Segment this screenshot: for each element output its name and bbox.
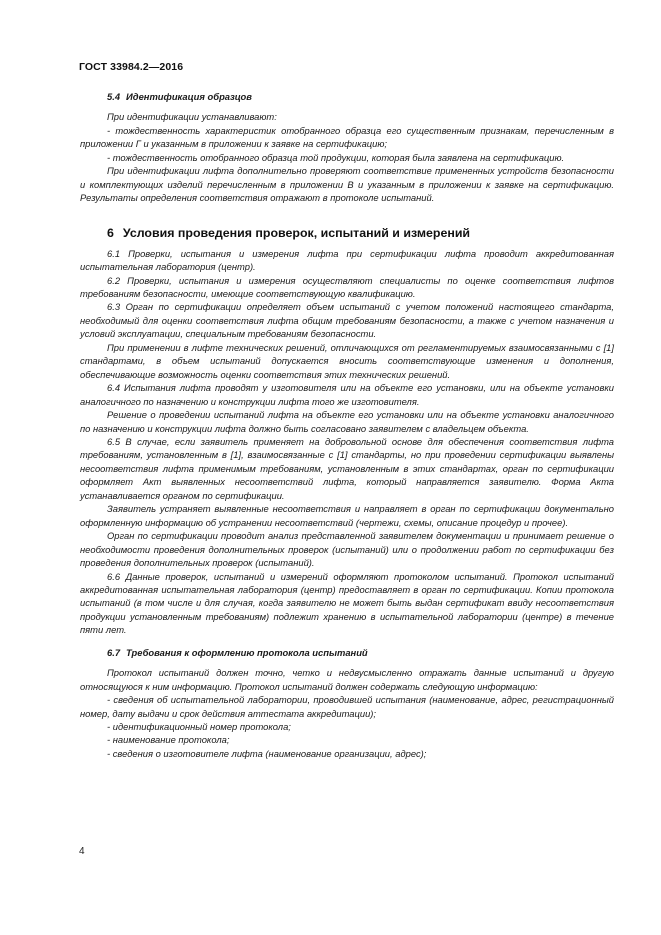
list-item: - сведения о изготовителе лифта (наименование организации, адрес); <box>107 747 427 759</box>
section-heading-5-4 <box>80 90 614 103</box>
paragraph: При применении в лифте технических решений, отличающихся от регламентируемых взаимосвязанными с [1] стандартами, в объем испытаний допускается вносить соответствующие изменения и дополнения, обеспечивающие возможность оценки соответствия этих технических решений. <box>80 341 614 380</box>
paragraph: - тождественность характеристик отобранного образца его существенным признакам, перечисленным в приложении Г и указанным в приложении к заявке на сертификацию; <box>80 124 614 150</box>
section-heading-6 <box>80 225 614 241</box>
section-number: 6.7 <box>107 646 121 658</box>
section-title: Требования к оформлению протокола испытаний <box>126 646 368 658</box>
section-number: 5.4 <box>107 91 121 102</box>
list-item: - наименование протокола; <box>107 734 230 746</box>
paragraph: Орган по сертификации проводит анализ представленной заявителем документации и принимает решение о необходимости проведения дополнительных проверок (испытаний) или о продолжении работ по сертификации без проведения дополнительных проверок (испытаний). <box>80 530 614 569</box>
section-title: Условия проведения проверок, испытаний и измерений <box>122 225 471 240</box>
paragraph: 6.1 Проверки, испытания и измерения лифта при сертификации лифта проводит аккредитованная испытательная лаборатория (центр). <box>80 247 614 273</box>
paragraph: 6.5 В случае, если заявитель применяет на добровольной основе для обеспечения соответствия лифта требованиям, установленным в [1], взаимосвязанные с [1] стандарты, но при проведении сертификации выявлены несоответствия лифта применимым требованиям, установленным в этих стандартах, орган по сертификации оформляет Акт выявленных несоответствий лифта, который направляется заявителю. Форма Акта устанавливается органом по сертификации. <box>80 435 614 501</box>
section-heading-6-7 <box>80 646 614 659</box>
document-code-header: ГОСТ 33984.2—2016 <box>79 61 184 73</box>
paragraph: 6.2 Проверки, испытания и измерения осуществляют специалисты по оценке соответствия лифтов требованиям безопасности, имеющие соответствующую квалификацию. <box>80 274 614 299</box>
paragraph: 6.4 Испытания лифта проводят у изготовителя или на объекте его установки, или на объекте установки аналогичного по назначению и конструкции лифта того же изготовителя. <box>80 382 614 407</box>
paragraph: Заявитель устраняет выявленные несоответствия и направляет в орган по сертификации документально оформленную информацию об устранении несоответствий (чертежи, схемы, описание процедур и прочее). <box>80 503 614 528</box>
paragraph: Решение о проведении испытаний лифта на объекте его установки или на объекте установки аналогичного по назначению и конструкции лифта должно быть согласовано заявителем с владельцем объекта. <box>80 409 614 434</box>
paragraph: 6.6 Данные проверок, испытаний и измерений оформляют протоколом испытаний. Протокол испытаний аккредитованная испытательная лаборатория (центр) предоставляет в орган по сертификации. Копии протокола испытаний (в том числе и для случая, когда заявителю не может быть выдан сертификат ввиду несоответствия продукции установленным требованиям) подлежит хранению в испытательной лаборатории (центре) в течение пяти лет. <box>80 570 614 636</box>
paragraph: Протокол испытаний должен точно, четко и недвусмысленно отражать данные испытаний и другую относящуюся к ним информацию. Протокол испытаний должен содержать следующую информацию: <box>80 667 614 692</box>
list-item: - идентификационный номер протокола; <box>107 721 291 733</box>
document-body <box>80 90 614 760</box>
paragraph: При идентификации лифта дополнительно проверяют соответствие примененных устройств безопасности и комплектующих изделий перечисленным в приложении В и указанным в приложении к заявке на сертификацию. Результаты определения соответствия отражают в протоколе испытаний. <box>80 165 614 204</box>
page-number: 4 <box>79 846 85 857</box>
paragraph: При идентификации устанавливают: <box>107 111 277 123</box>
paragraph: - тождественность отобранного образца той продукции, которая была заявлена на сертификацию. <box>107 151 565 163</box>
section-number: 6 <box>107 225 114 240</box>
section-title: Идентификация образцов <box>126 91 252 102</box>
list-item: - сведения об испытательной лаборатории, проводившей испытания (наименование, адрес, регистрационный номер, дату выдачи и срок действия аттестата аккредитации); <box>80 694 614 719</box>
paragraph: 6.3 Орган по сертификации определяет объем испытаний с учетом положений настоящего стандарта, необходимый для оценки соответствия лифта общим требованиям безопасности, а также с учетом назначения и условий эксплуатации, специальным требованиям безопасности. <box>80 301 614 340</box>
